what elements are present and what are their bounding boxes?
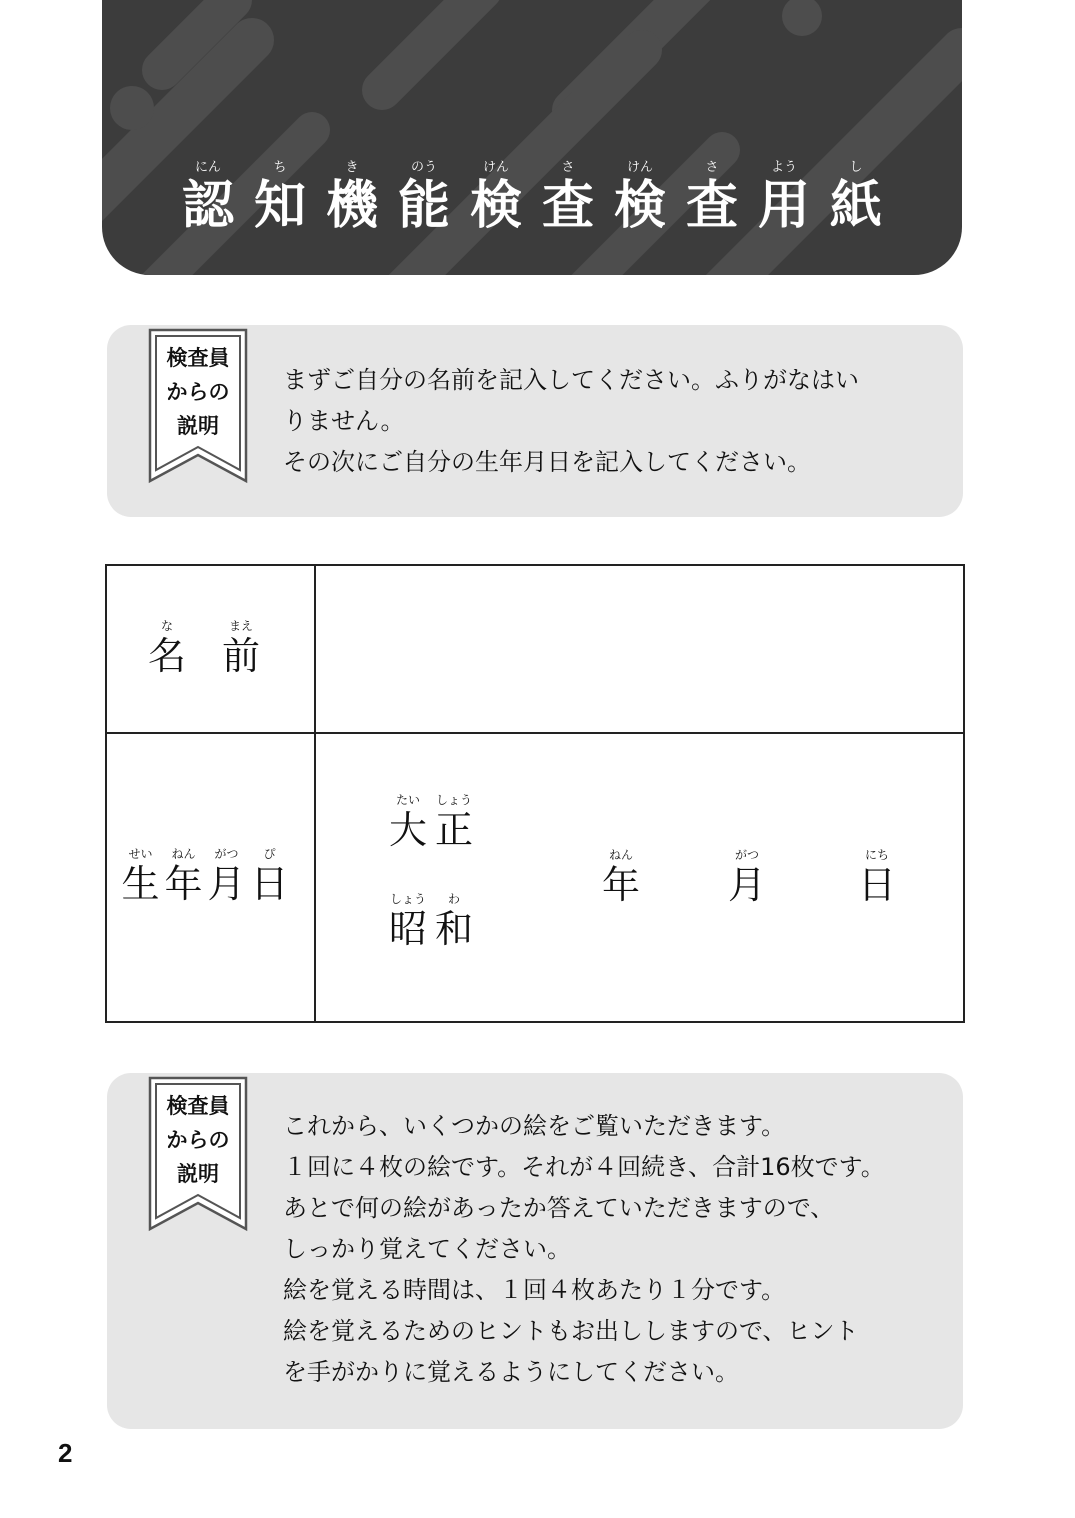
furigana: よう xyxy=(770,160,797,175)
personal-info-form xyxy=(105,564,965,1023)
era-showa-option[interactable] xyxy=(387,891,475,951)
furigana: けん xyxy=(626,160,653,175)
furigana: まえ xyxy=(228,619,253,633)
ruby-char xyxy=(749,160,819,236)
ruby-char xyxy=(162,846,205,906)
ruby-char xyxy=(245,160,315,236)
kanji: 昭 xyxy=(388,907,427,951)
year-unit-label: ねん 年 xyxy=(601,848,640,907)
note-line: を手がかりに覚えるようにしてください。 xyxy=(283,1358,739,1386)
note-line: その次にご自分の生年月日を記入してください。 xyxy=(283,448,811,476)
furigana: のう xyxy=(410,160,437,175)
ruby-char xyxy=(119,846,162,906)
kanji: 査 xyxy=(685,176,738,236)
badge-line: 説明 xyxy=(177,1162,219,1186)
furigana: しょう xyxy=(389,892,426,906)
kanji: 前 xyxy=(221,634,260,678)
kanji: 用 xyxy=(757,176,810,236)
ruby-char xyxy=(317,160,387,236)
note-text xyxy=(283,1106,933,1393)
kanji: 名 xyxy=(147,634,186,678)
name-label xyxy=(145,618,263,678)
furigana: し xyxy=(849,160,863,175)
furigana: ぴ xyxy=(263,847,276,861)
ruby-char xyxy=(248,846,291,906)
month-unit-label: がつ 月 xyxy=(727,848,766,907)
kanji: 月 xyxy=(207,862,246,906)
kanji: 認 xyxy=(181,176,234,236)
ruby-char xyxy=(219,618,263,678)
ruby-char xyxy=(173,160,243,236)
kanji: 知 xyxy=(253,176,306,236)
ruby-char xyxy=(433,792,475,852)
name-field[interactable] xyxy=(316,566,963,732)
kanji: 能 xyxy=(397,176,450,236)
note-line: あとで何の絵があったか答えていただきますので、 xyxy=(283,1194,835,1222)
ruby-char xyxy=(205,846,248,906)
ruby-char xyxy=(533,160,603,236)
badge-line: 説明 xyxy=(177,414,219,438)
kanji: 査 xyxy=(541,176,594,236)
examiner-note-name-dob xyxy=(107,325,963,517)
header-banner xyxy=(102,0,962,275)
kanji: 機 xyxy=(325,176,378,236)
furigana: き xyxy=(345,160,359,175)
furigana: さ xyxy=(705,160,719,175)
furigana: せい xyxy=(128,847,153,861)
day-unit-label: にち 日 xyxy=(857,848,896,907)
furigana: しょう xyxy=(435,793,472,807)
badge-line: 検査員 xyxy=(166,1094,230,1118)
note-line: まずご自分の名前を記入してください。ふりがなはい xyxy=(283,366,859,394)
badge-line: からの xyxy=(166,1128,230,1152)
page-number: 2 xyxy=(58,1438,73,1468)
furigana: な xyxy=(160,619,173,633)
kanji: 正 xyxy=(434,808,473,852)
furigana: ねん xyxy=(171,847,196,861)
note-line: １回に４枚の絵です。それが４回続き、合計16枚です。 xyxy=(283,1153,885,1181)
furigana: わ xyxy=(447,892,460,906)
ruby-char xyxy=(387,891,429,951)
kanji: 大 xyxy=(388,808,427,852)
examiner-explanation-badge xyxy=(147,1075,249,1231)
kanji: 日 xyxy=(250,862,289,906)
ruby-char xyxy=(461,160,531,236)
note-line: 絵を覚えるためのヒントもお出ししますので、ヒント xyxy=(283,1317,859,1345)
note-line: りません。 xyxy=(283,407,405,435)
kanji: 紙 xyxy=(829,176,882,236)
kanji: 検 xyxy=(469,176,522,236)
note-line: しっかり覚えてください。 xyxy=(283,1235,571,1263)
badge-line: からの xyxy=(166,380,230,404)
furigana: さ xyxy=(561,160,575,175)
ruby-char xyxy=(677,160,747,236)
ruby-char xyxy=(145,618,189,678)
ruby-char xyxy=(387,792,429,852)
kanji: 検 xyxy=(613,176,666,236)
examiner-explanation-badge xyxy=(147,327,249,483)
date-of-birth-label xyxy=(119,846,291,906)
note-text xyxy=(283,360,933,483)
ruby-char xyxy=(433,891,475,951)
ruby-char xyxy=(821,160,891,236)
furigana: たい xyxy=(395,793,420,807)
furigana: がつ xyxy=(214,847,239,861)
page-title xyxy=(102,160,962,236)
furigana: ち xyxy=(273,160,287,175)
furigana: にん xyxy=(194,160,221,175)
badge-line: 検査員 xyxy=(166,346,230,370)
kanji: 和 xyxy=(434,907,473,951)
examiner-note-pictures xyxy=(107,1073,963,1429)
ruby-char xyxy=(605,160,675,236)
era-taisho-option[interactable] xyxy=(387,792,475,852)
note-line: 絵を覚える時間は、１回４枚あたり１分です。 xyxy=(283,1276,786,1304)
furigana: けん xyxy=(482,160,509,175)
note-line: これから、いくつかの絵をご覧いただきます。 xyxy=(283,1112,786,1140)
kanji: 生 xyxy=(121,862,160,906)
kanji: 年 xyxy=(164,862,203,906)
ruby-char xyxy=(389,160,459,236)
